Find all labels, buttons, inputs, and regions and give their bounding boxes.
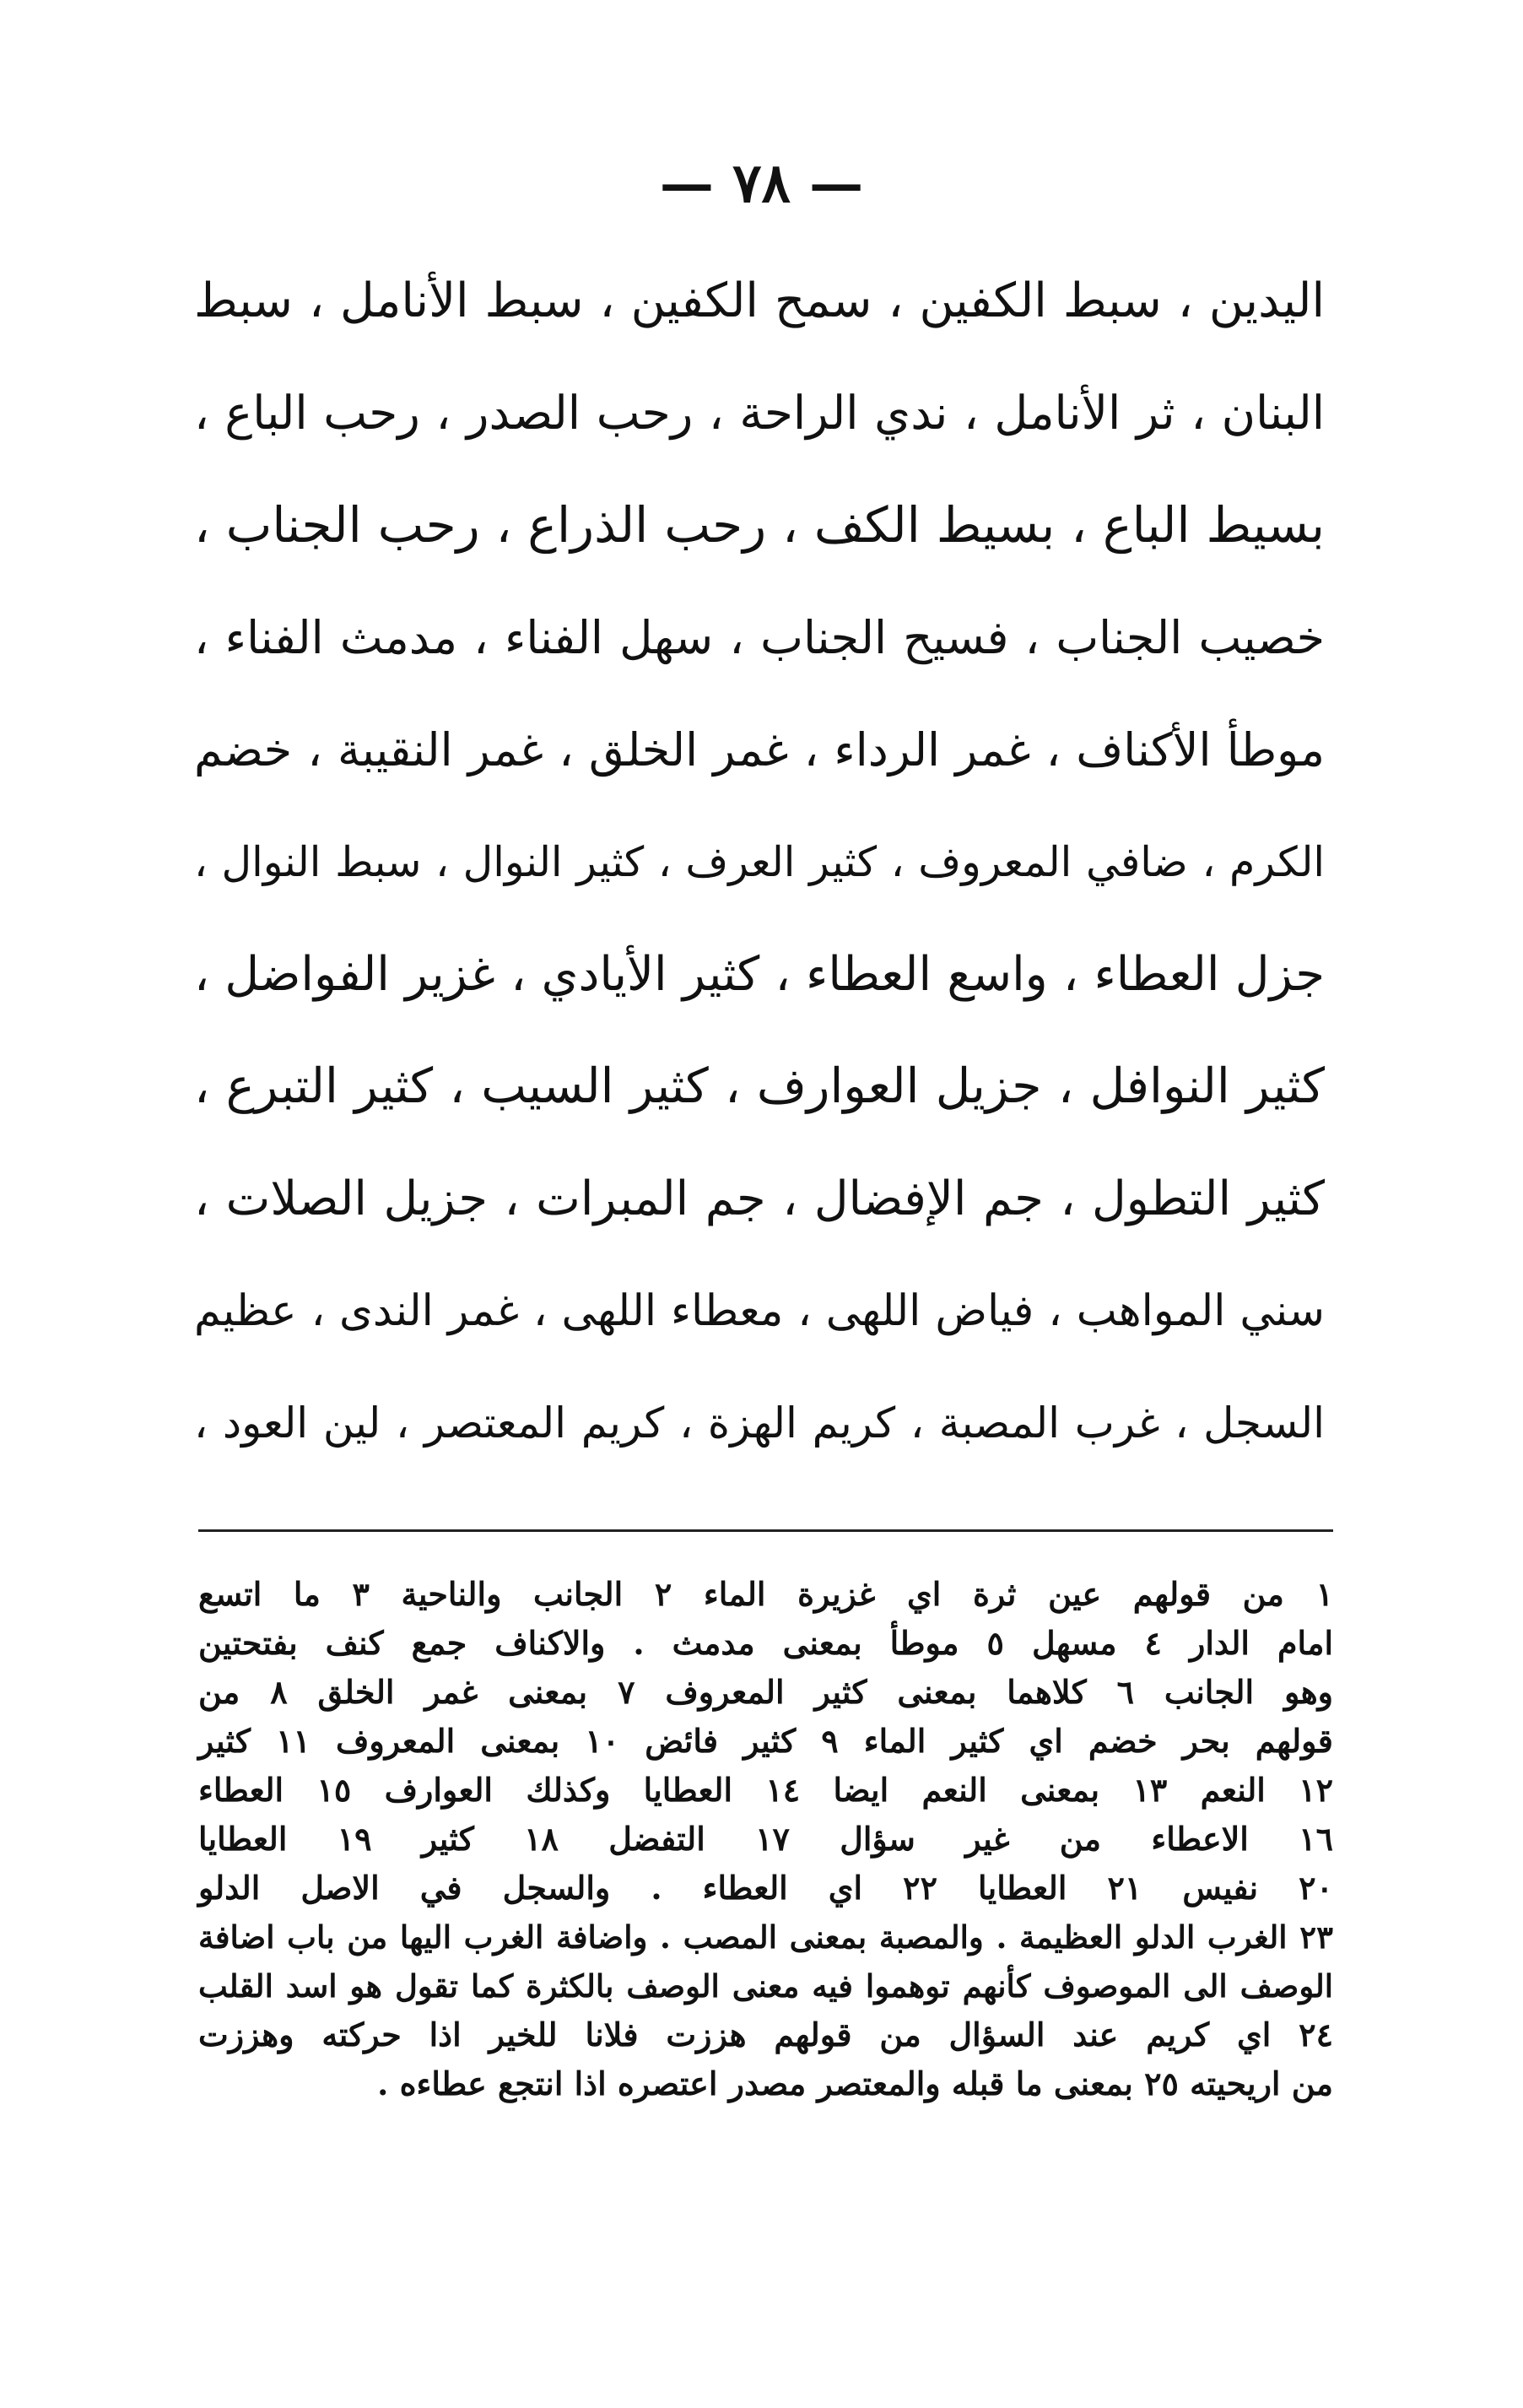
page-number: — ٧٨ —: [659, 152, 864, 215]
text-line: جزل العطاء ، واسع العطاء ، كثير الأيادي ، غزير الفواضل ،: [194, 947, 1325, 1002]
text-line: خصيب الجناب ، فسيح الجناب ، سهل الفناء ، مدمث الفناء ،: [194, 611, 1325, 664]
footnote-line: امام الدار ٤ مسهل ٥ موطأ بمعنى مدمث . والاكناف جمع كنف بفتحتين: [198, 1624, 1333, 1662]
text-line: سني المواهب ، فياض اللهى ، معطاء اللهى ، غمر الندى ، عظيم: [194, 1286, 1325, 1336]
footnote-line: ٢٠ نفيس ٢١ العطايا ٢٢ اي العطاء . والسجل في الاصل الدلو: [198, 1869, 1333, 1907]
footnote-line: قولهم بحر خضم اي كثير الماء ٩ كثير فائض ١٠ بمعنى المعروف ١١ كثير: [198, 1722, 1333, 1760]
text-line: كثير النوافل ، جزيل العوارف ، كثير السيب ، كثير التبرع ،: [194, 1058, 1325, 1114]
text-line: البنان ، ثر الأنامل ، ندي الراحة ، رحب الصدر ، رحب الباع ،: [194, 386, 1325, 440]
footnote-divider: [198, 1529, 1333, 1532]
footnote-line: ٢٣ الغرب الدلو العظيمة . والمصبة بمعنى المصب . واضافة الغرب اليها من باب اضافة: [198, 1918, 1333, 1956]
main-text: [194, 245, 1325, 1480]
text-line: كثير التطول ، جم الإفضال ، جم المبرات ، جزيل الصلات ،: [194, 1172, 1325, 1226]
text-line: بسيط الباع ، بسيط الكف ، رحب الذراع ، رحب الجناب ،: [194, 496, 1325, 554]
footnote-line: ١٦ الاعطاء من غير سؤال ١٧ التفضل ١٨ كثير ١٩ العطايا: [198, 1820, 1333, 1858]
footnote-line: ١٢ النعم ١٣ بمعنى النعم ايضا ١٤ العطايا وكذلك العوارف ١٥ العطاء: [198, 1771, 1333, 1809]
text-line: الكرم ، ضافي المعروف ، كثير العرف ، كثير النوال ، سبط النوال ،: [194, 838, 1325, 886]
text-line: السجل ، غرب المصبة ، كريم الهزة ، كريم المعتصر ، لين العود ،: [194, 1399, 1325, 1448]
footnote-line: من اريحيته ٢٥ بمعنى ما قبله والمعتصر مصدر اعتصره اذا انتجع عطاءه .: [377, 2064, 1333, 2102]
footnotes: [198, 1570, 1333, 2108]
footnote-line: الوصف الى الموصوف كأنهم توهموا فيه معنى الوصف بالكثرة كما تقول هو اسد القلب: [198, 1967, 1333, 2005]
footnote-line: وهو الجانب ٦ كلاهما بمعنى كثير المعروف ٧ بمعنى غمر الخلق ٨ من: [198, 1673, 1333, 1711]
footnote-line: ٢٤ اي كريم عند السؤال من قولهم هززت فلانا للخير اذا حركته وهززت: [198, 2016, 1333, 2054]
text-line: موطأ الأكناف ، غمر الرداء ، غمر الخلق ، غمر النقيبة ، خضم: [194, 723, 1325, 777]
footnote-line: ١ من قولهم عين ثرة اي غزيرة الماء ٢ الجانب والناحية ٣ ما اتسع: [198, 1575, 1333, 1613]
text-line: اليدين ، سبط الكفين ، سمح الكفين ، سبط الأنامل ، سبط: [194, 273, 1325, 328]
